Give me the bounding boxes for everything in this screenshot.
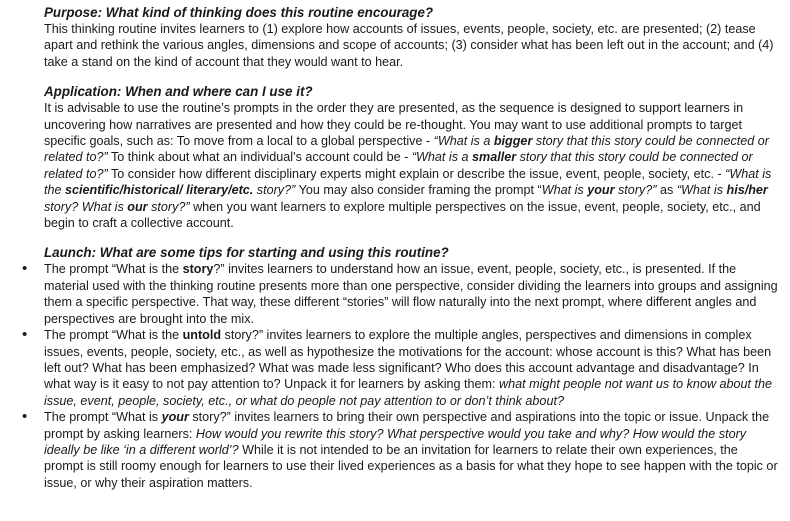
launch-heading: Launch: What are some tips for starting and using this routine? — [44, 245, 449, 261]
text-segment: story — [182, 262, 214, 277]
text-segment: “What is a — [433, 134, 494, 149]
text-segment: The prompt “What is — [44, 410, 162, 425]
text-segment: what might people not want us to know about the issue, event, people, society, etc., or what do people not pay attention to or don’t think about? — [44, 377, 773, 408]
text-segment: story? What is — [44, 199, 128, 214]
purpose-body: This thinking routine invites learners to (1) explore how accounts of issues, events, people, society, etc. are presented; (2) tease apart and rethink the various angles, dimensions and scope of accounts; (3) consider what has been left out in the account; and (4) take a stand on the kind of account that they would want to hear. — [44, 22, 774, 69]
launch-bullet-list — [44, 261, 778, 491]
text-segment: your — [587, 183, 615, 198]
text-segment: your — [161, 410, 189, 425]
text-segment: “What is a — [411, 150, 472, 165]
list-item — [20, 261, 778, 327]
list-item — [20, 409, 778, 491]
text-segment: It is advisable to use the routine’s prompts in the order they are presented, as the sequence is designed to support learners in uncovering how narratives are presented and how they could be re-thought. You may want to use additional prompts to target specific goals, such as: To move from a local to a global perspective - — [44, 101, 744, 149]
text-segment: story?” — [253, 183, 296, 198]
text-segment: bigger — [493, 134, 533, 149]
text-segment: “What is the — [44, 166, 772, 198]
application-heading: Application: When and where can I use it? — [44, 84, 313, 100]
launch-section — [44, 244, 778, 491]
text-segment: smaller — [472, 150, 517, 165]
text-segment: story that this story could be connected or related to?” — [44, 150, 753, 181]
list-item — [20, 327, 778, 409]
text-segment: his/her — [726, 183, 768, 198]
purpose-section — [44, 4, 778, 70]
text-segment: story?” — [614, 183, 657, 198]
text-segment: To consider how different disciplinary experts might explain or describe the issue, event, people, society, etc. - — [107, 166, 726, 181]
text-segment: The prompt “What is the — [44, 262, 183, 277]
text-segment: story?” invites learners to explore the multiple angles, perspectives and dimensions in complex issues, events, people, society, etc., as well as hypothesize the motivations for the account: whose account is this? What has been left out? What has been emphasized? What was made less significant? Who does this account advantage and disadvantage? In what way is it easy to not pay attention to? Unpack it for learners by asking them: — [44, 328, 772, 392]
text-segment: To think about what an individual’s account could be - — [107, 150, 412, 165]
text-segment: story?” invites learners to bring their own perspective and aspirations into the topic or issue. Unpack the prompt by asking learners: — [44, 410, 770, 441]
text-segment: when you want learners to explore multiple perspectives on the issue, event, people, society, etc., and begin to craft a collective account. — [44, 199, 761, 231]
text-segment: untold — [182, 328, 222, 343]
text-segment: You may also consider framing the prompt “ — [295, 183, 542, 198]
text-segment: story?” — [147, 199, 190, 214]
text-segment: scientific/historical/ literary/etc. — [65, 183, 254, 198]
text-segment: How would you rewrite this story? What perspective would you take and why? How would the story ideally be like ‘in a different world’? — [44, 426, 747, 457]
text-segment: While it is not intended to be an invitation for learners to relate their own experiences, the prompt is still roomy enough for learners to use their lived experiences as a basis for what they hope to see happen with the topic or issue, or why their aspiration matters. — [44, 442, 778, 490]
text-segment: “What is — [676, 183, 727, 198]
text-segment: ?” invites learners to understand how an issue, event, people, society, etc., is presented. If the material used with the thinking routine presents more than one perspective, consider dividing the learners into groups and assigning them a specific perspective. That way, these different “stories” will flow naturally into the next prompt, where different angles and perspectives are brought into the mix. — [44, 262, 778, 326]
purpose-heading: Purpose: What kind of thinking does this routine encourage? — [44, 5, 434, 20]
application-body — [44, 100, 778, 231]
text-segment: The prompt “What is the — [44, 328, 183, 343]
text-segment: our — [127, 199, 148, 214]
text-segment: as — [656, 183, 677, 198]
text-segment: story that this story could be connected or related to?” — [44, 134, 769, 165]
application-section — [44, 83, 778, 231]
text-segment: What is — [541, 183, 588, 198]
